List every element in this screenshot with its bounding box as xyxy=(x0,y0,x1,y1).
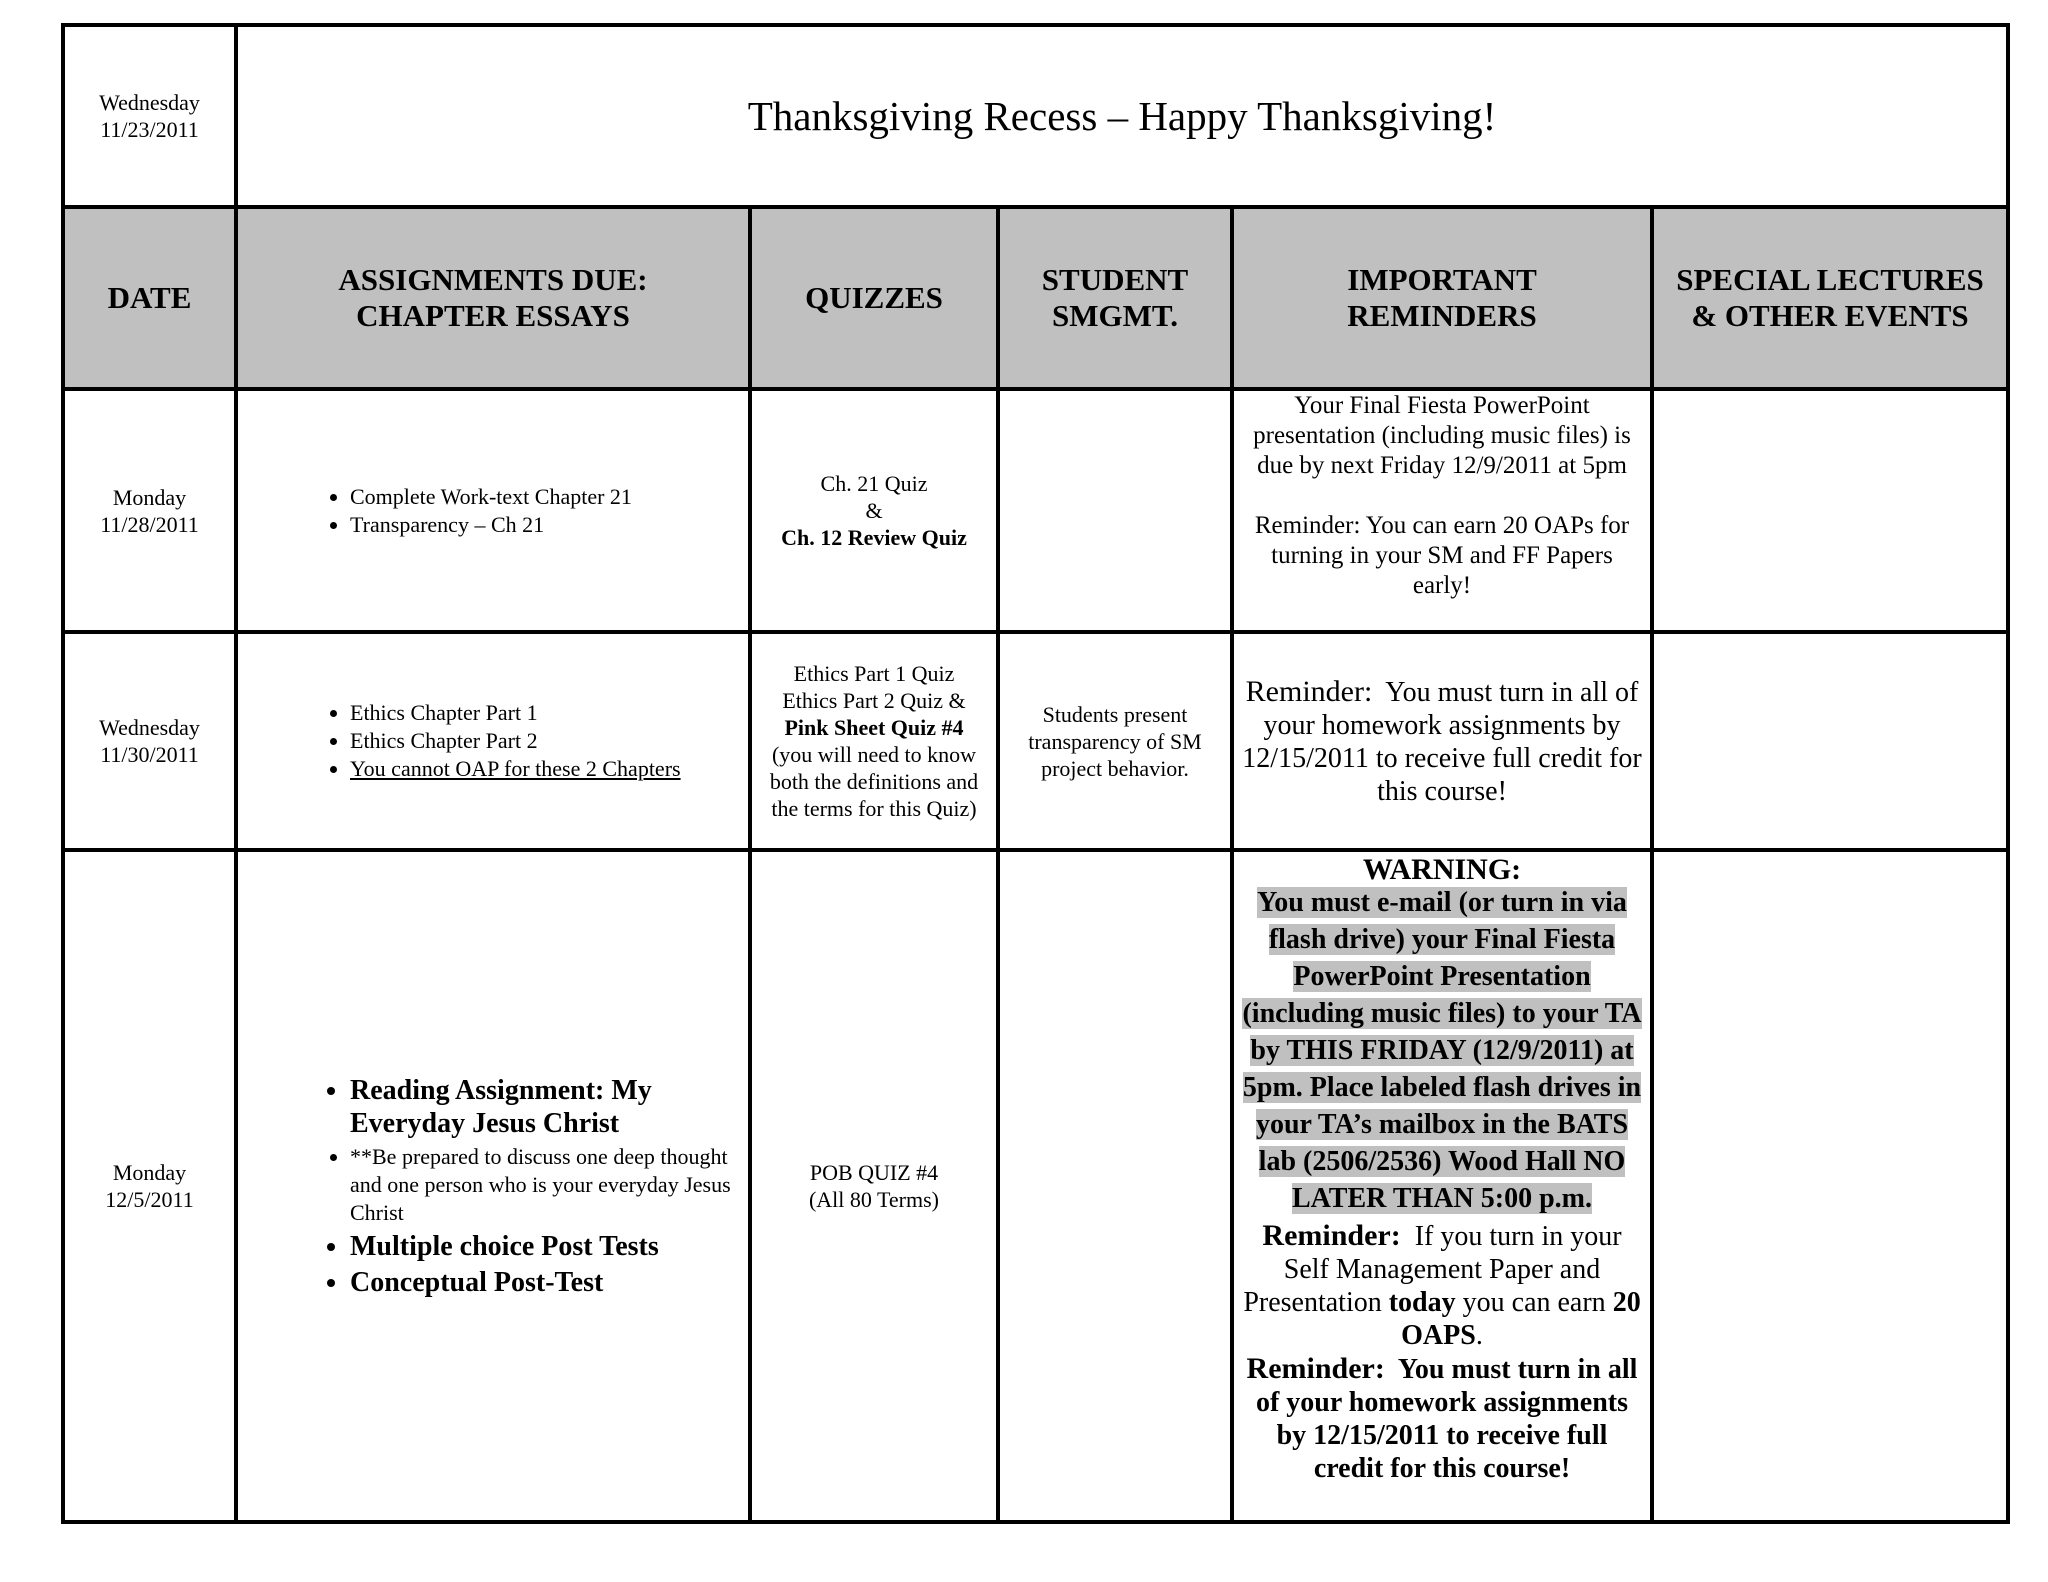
special-cell xyxy=(1652,632,2008,850)
list-item: • Multiple choice Post Tests xyxy=(350,1230,742,1263)
quiz-line: Ethics Part 1 Quiz xyxy=(793,661,955,686)
header-reminders-line2: REMINDERS xyxy=(1347,298,1537,333)
warning-title: WARNING: xyxy=(1362,853,1522,886)
header-reminders xyxy=(1232,207,1652,389)
reminder-today xyxy=(1240,1219,1644,1352)
quiz-line: Ch. 12 Review Quiz xyxy=(781,525,967,550)
table-row xyxy=(63,389,2008,632)
header-student-line1: STUDENT xyxy=(1041,262,1189,297)
reminder-label: Reminder: xyxy=(1245,674,1373,708)
reminder-period: . xyxy=(1475,1320,1483,1351)
day-label: Wednesday xyxy=(99,90,200,115)
quiz-line: POB QUIZ #4 xyxy=(809,1160,939,1185)
date-label: 12/5/2011 xyxy=(105,1187,194,1212)
quiz-line: & xyxy=(865,498,883,523)
reminder-cell xyxy=(1232,850,1652,1522)
reminder-text: If you turn in your Self Management Paper and Presentation xyxy=(1243,1221,1622,1318)
reminder-text: Reminder: You can earn 20 OAPs for turning in your SM and FF Papers early! xyxy=(1254,512,1630,599)
quiz-line: Ch. 21 Quiz xyxy=(820,471,928,496)
schedule-table xyxy=(61,23,2010,1524)
student-cell xyxy=(998,389,1232,632)
reminder-text: You must turn in all of your homework assignments by 12/15/2011 to receive full credit for this course! xyxy=(1255,1354,1638,1484)
header-student xyxy=(998,207,1232,389)
header-special xyxy=(1652,207,2008,389)
quiz-line: Pink Sheet Quiz #4 xyxy=(784,715,964,740)
date-cell xyxy=(63,389,236,632)
date-label: 11/23/2011 xyxy=(100,117,199,142)
header-assignments-line2: CHAPTER ESSAYS xyxy=(356,298,630,333)
student-cell: Students present transparency of SM project behavior. xyxy=(998,632,1232,850)
list-item: • **Be prepared to discuss one deep thought and one person who is your everyday Jesus Christ xyxy=(350,1143,742,1227)
thanksgiving-row xyxy=(63,25,2008,207)
day-label: Monday xyxy=(112,484,187,510)
assignment-list xyxy=(244,483,742,539)
reminder-cell xyxy=(1232,389,1652,632)
assignments-cell xyxy=(236,632,750,850)
header-special-line1: SPECIAL LECTURES xyxy=(1676,262,1984,297)
special-cell xyxy=(1652,389,2008,632)
header-quizzes: QUIZZES xyxy=(750,207,998,389)
quiz-line: (All 80 Terms) xyxy=(808,1187,940,1212)
holiday-banner: Thanksgiving Recess – Happy Thanksgiving! xyxy=(236,25,2008,207)
date-cell xyxy=(63,850,236,1522)
header-assignments xyxy=(236,207,750,389)
special-cell xyxy=(1652,850,2008,1522)
quiz-cell xyxy=(750,850,998,1522)
assignment-list xyxy=(244,699,742,783)
list-item: • Ethics Chapter Part 1 xyxy=(350,699,742,727)
list-item: • Conceptual Post-Test xyxy=(350,1266,742,1299)
warning-text: You must e-mail (or turn in via flash drive) your Final Fiesta PowerPoint Presentation (including music files) to your TA by THIS FRIDAY (12/9/2011) at 5pm. Place labeled flash drives in your TA’s mailbox in the BATS lab (2506/2536) Wood Hall NO LATER THAN 5:00 p.m. xyxy=(1242,887,1642,1214)
header-date: DATE xyxy=(63,207,236,389)
reminder-text: You must turn in all of your homework assignments by 12/15/2011 to receive full credit for this course! xyxy=(1242,676,1642,807)
reminder-text: you can earn xyxy=(1462,1287,1606,1318)
assignment-list xyxy=(244,1074,742,1299)
assignments-cell xyxy=(236,389,750,632)
quiz-cell xyxy=(750,632,998,850)
date-label: 11/30/2011 xyxy=(100,742,199,767)
list-item: • Ethics Chapter Part 2 xyxy=(350,727,742,755)
date-cell xyxy=(63,632,236,850)
date-cell xyxy=(63,25,236,207)
reminder-emphasis: 20 OAPS xyxy=(1401,1287,1641,1351)
reminder-label: Reminder: xyxy=(1262,1219,1401,1252)
list-item: • Transparency – Ch 21 xyxy=(350,511,742,539)
reminder-cell xyxy=(1232,632,1652,850)
reminder-homework xyxy=(1240,1352,1644,1485)
header-special-line2: & OTHER EVENTS xyxy=(1691,298,1969,333)
day-label: Monday xyxy=(112,1160,187,1185)
reminder-label: Reminder: xyxy=(1246,1352,1385,1385)
list-item: • Complete Work-text Chapter 21 xyxy=(350,483,742,511)
quiz-line: (you will need to know both the definitions and the terms for this Quiz) xyxy=(769,742,979,821)
header-row xyxy=(63,207,2008,389)
assignments-cell xyxy=(236,850,750,1522)
quiz-cell xyxy=(750,389,998,632)
reminder-text: Your Final Fiesta PowerPoint presentation (including music files) is due by next Friday 12/9/2011 at 5pm xyxy=(1253,392,1631,479)
header-student-line2: SMGMT. xyxy=(1052,298,1178,333)
header-assignments-line1: ASSIGNMENTS DUE: xyxy=(338,262,648,297)
list-item: • You cannot OAP for these 2 Chapters xyxy=(350,755,742,783)
header-reminders-line1: IMPORTANT xyxy=(1347,262,1537,297)
quiz-line: Ethics Part 2 Quiz & xyxy=(782,688,966,713)
table-row xyxy=(63,632,2008,850)
day-label: Wednesday xyxy=(99,715,200,740)
table-row xyxy=(63,850,2008,1522)
student-cell xyxy=(998,850,1232,1522)
date-label: 11/28/2011 xyxy=(100,511,199,537)
list-item: • Reading Assignment: My Everyday Jesus Christ xyxy=(350,1074,742,1140)
reminder-emphasis: today xyxy=(1388,1287,1456,1318)
